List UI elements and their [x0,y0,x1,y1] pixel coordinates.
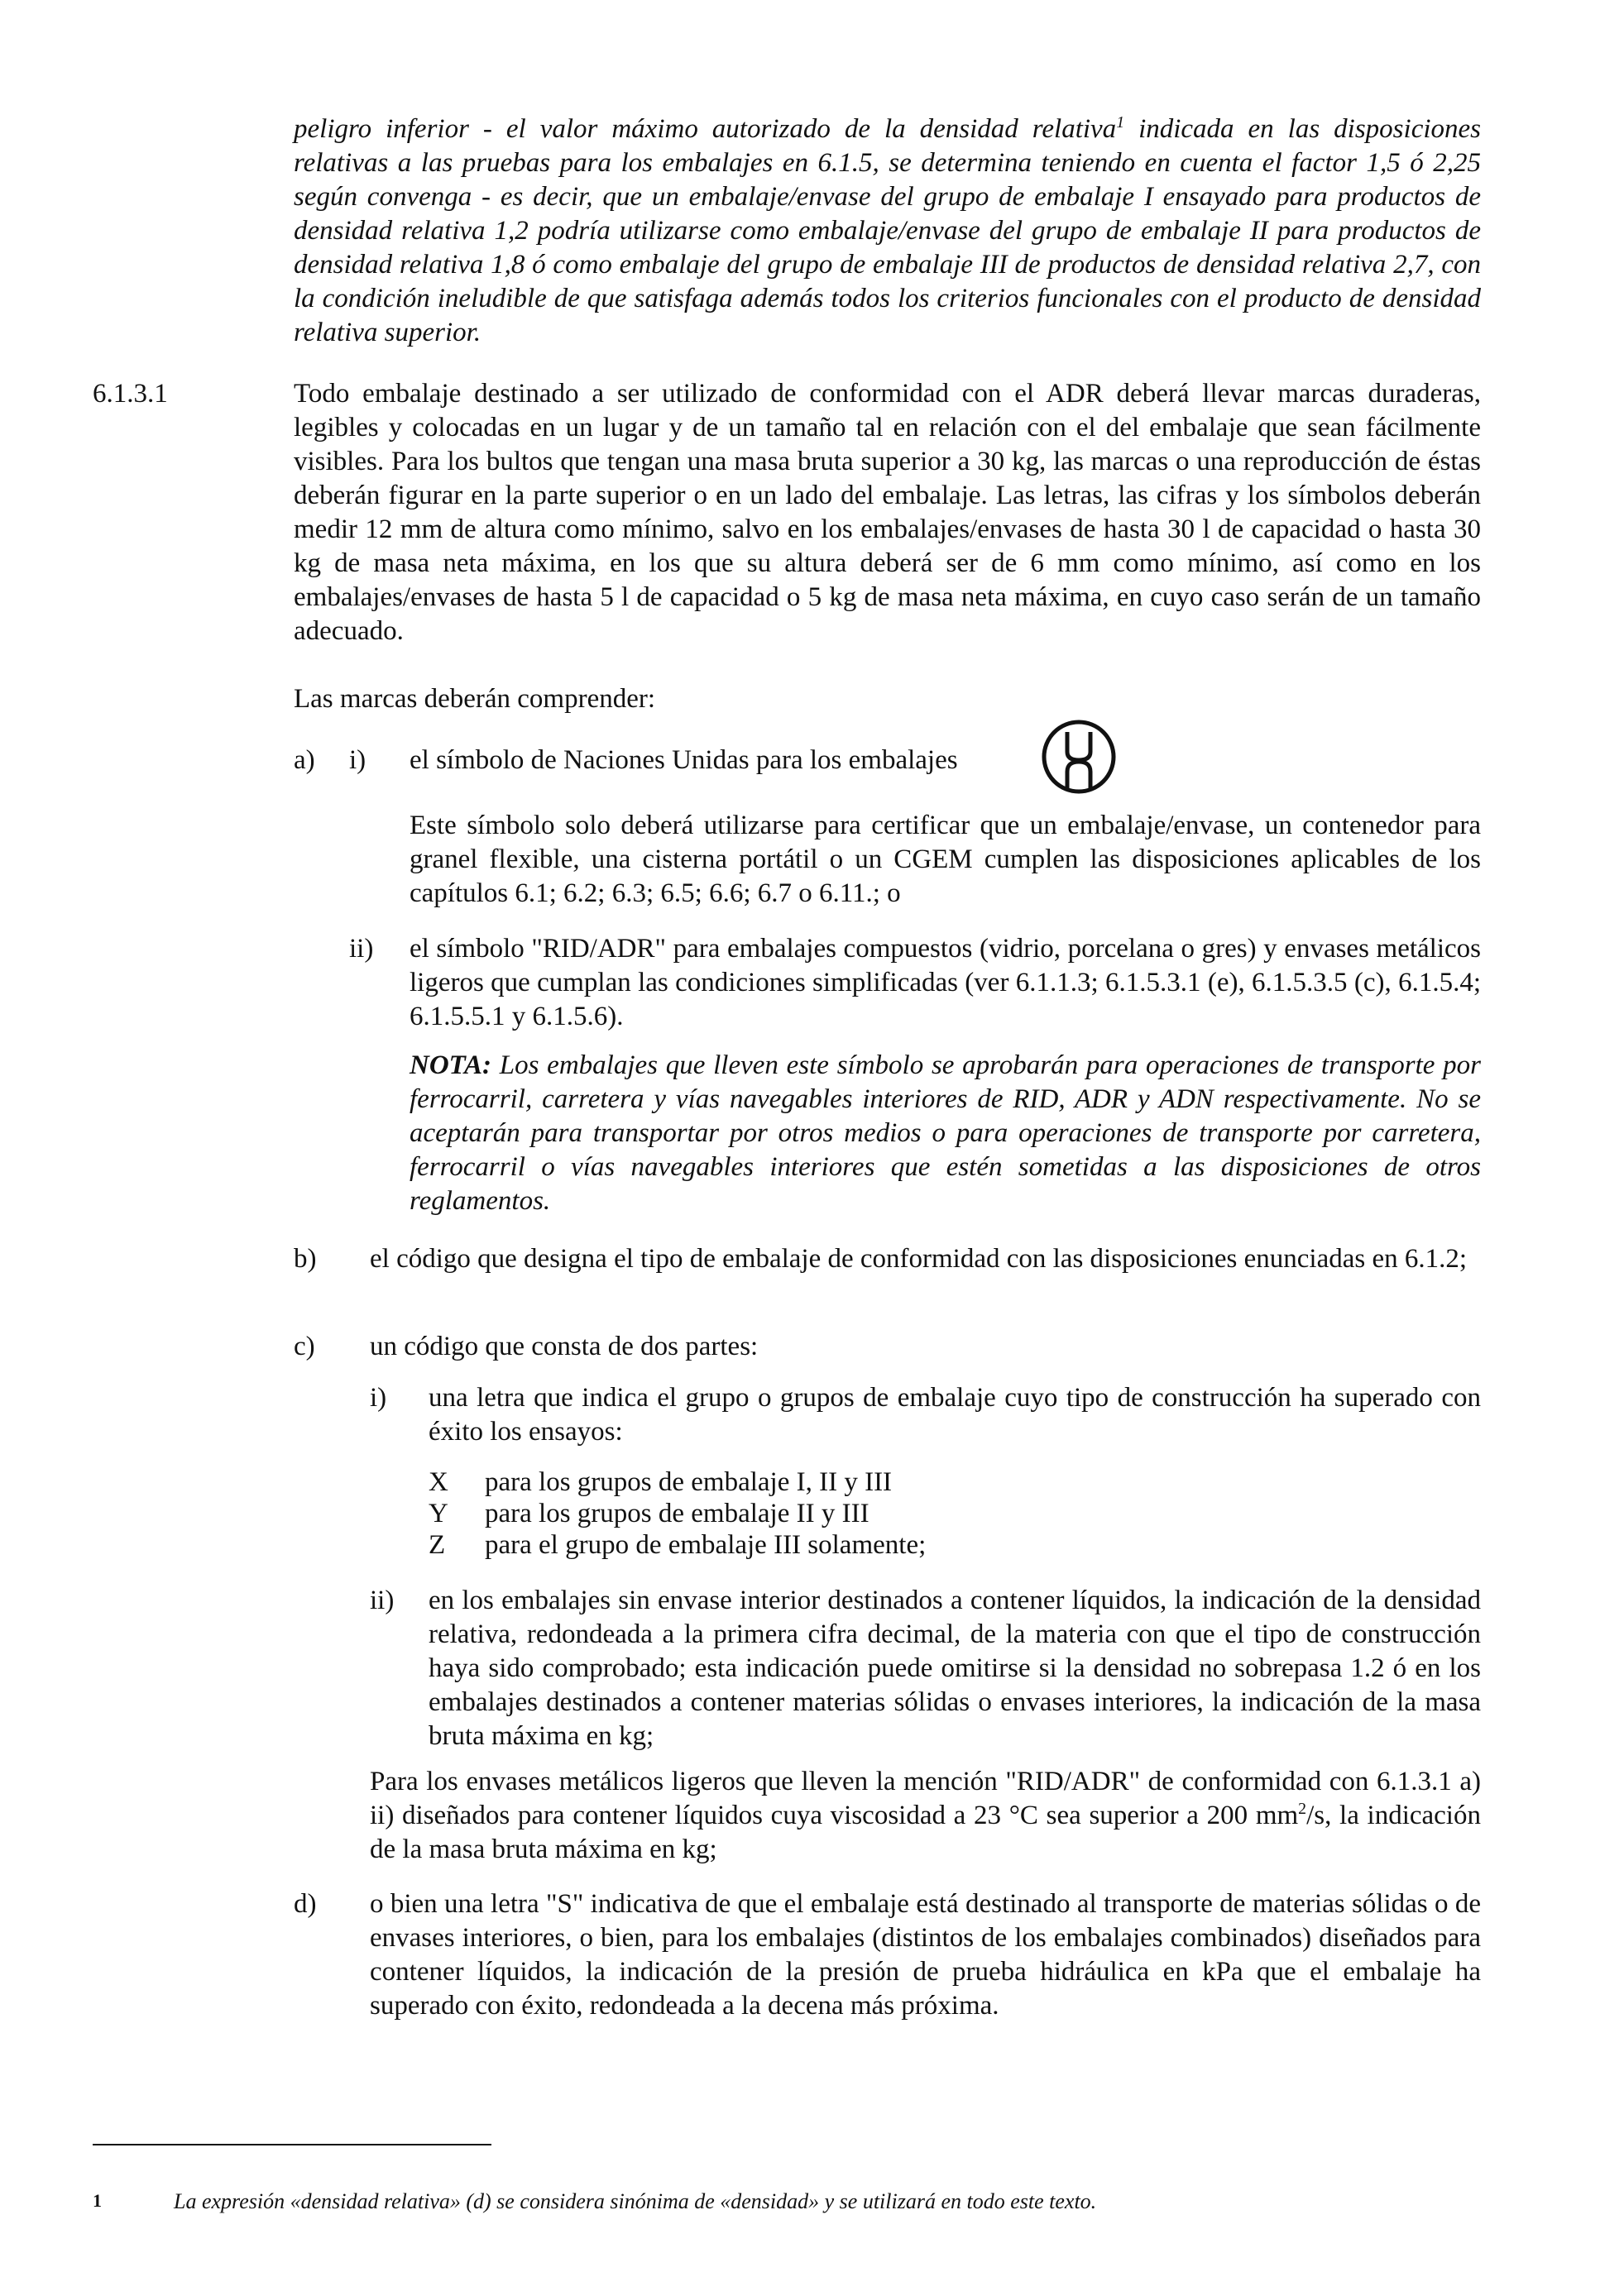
item-c-ii-label: ii) [370,1586,395,1615]
item-d-label: d) [294,1889,317,1919]
item-c-label: c) [294,1332,315,1361]
superscript-2: 2 [1298,1800,1307,1818]
note-label: NOTA: [410,1050,491,1080]
item-a-ii-label: ii) [349,934,374,964]
item-c-i-label: i) [370,1383,387,1413]
item-a-ii-text: el símbolo "RID/ADR" para embalajes compuestos (vidrio, porcelana o gres) y envases metálicos ligeros que cumplan las condiciones simplificadas (ver 6.1.1.3; 6.1.5.3.1 (e), 6.1.5.3.5 (c), 6.1.5.4; 6.1.5.5.1 y 6.1.5.6). [410,934,1481,1031]
code-letter: Y [429,1499,448,1528]
item-c-text: un código que consta de dos partes: [370,1332,759,1361]
note-text: Los embalajes que lleven este símbolo se aprobarán para operaciones de transporte por ferrocarril, carretera y vías navegables interiores de RID, ADR y ADN respectivamente. No se aceptarán para transportar por otros medios o para operaciones de transporte por carretera, ferrocarril o vías navegables interiores que estén sometidas a las disposiciones de otros reglamentos. [410,1050,1481,1216]
section-body: Todo embalaje destinado a ser utilizado de conformidad con el ADR deberá llevar marcas duraderas, legibles y colocadas en un lugar y de un tamaño tal en relación con el del embalaje que sean fácilmente visibles. Para los bultos que tengan una masa bruta superior a 30 kg, las marcas o una reproducción de éstas deberán figurar en la parte superior o en un lado del embalaje. Las letras, las cifras y los símbolos deberán medir 12 mm de altura como mínimo, salvo en los embalajes/envases de hasta 30 l de capacidad o hasta 30 kg de masa neta máxima, en los que su altura deberá ser de 6 mm como mínimo, así como en los embalajes/envases de hasta 5 l de capacidad o 5 kg de masa neta máxima, en cuyo caso serán de un tamaño adecuado. [294,379,1481,646]
item-a-i-detail: Este símbolo solo deberá utilizarse para certificar que un embalaje/envase, un contenedor para granel flexible, una cisterna portátil o un CGEM cumplen las disposiciones aplicables de los capítulos 6.1; 6.2; 6.3; 6.5; 6.6; 6.7 o 6.11.; o [410,811,1481,908]
code-letter: Z [429,1530,446,1560]
code-letter: X [429,1467,448,1497]
note-paragraph [410,1049,1481,1218]
code-description: para los grupos de embalaje II y III [485,1499,869,1528]
item-a-i-label: i) [349,745,366,775]
code-description: para los grupos de embalaje I, II y III [485,1467,893,1497]
un-packaging-symbol-icon [1041,719,1117,795]
intro-paragraph [294,112,1481,350]
item-b-label: b) [294,1244,317,1274]
intro-text-start: peligro inferior - el valor máximo autorizado de la densidad relativa [294,114,1117,144]
metal-text-start: Para los envases metálicos ligeros que lleven la mención "RID/ADR" de conformidad con 6.1.3.1 a) ii) diseñados para contener líquidos cuya viscosidad a 23 °C sea superior a 200 mm [370,1767,1481,1830]
item-c-i-text: una letra que indica el grupo o grupos de embalaje cuyo tipo de construcción ha superado con éxito los ensayos: [429,1383,1481,1447]
item-a-label: a) [294,745,315,775]
footnote-reference: 1 [1116,113,1125,132]
metal-text-end: /s, la indicación de la masa bruta máxima en kg; [370,1801,1481,1864]
footnote-divider [93,2144,491,2145]
footnote-mark: 1 [93,2190,102,2211]
item-a-i-text: el símbolo de Naciones Unidas para los embalajes [410,745,958,775]
code-description: para el grupo de embalaje III solamente; [485,1530,927,1560]
marks-intro: Las marcas deberán comprender: [294,684,656,714]
section-number: 6.1.3.1 [93,379,168,409]
item-c-ii-text: en los embalajes sin envase interior destinados a contener líquidos, la indicación de la densidad relativa, redondeada a la primera cifra decimal, de la materia con que el tipo de construcción haya sido comprobado; esta indicación puede omitirse si la densidad no sobrepasa 1.2 ó en los embalajes destinados a contener materias sólidas o envases interiores, la indicación de la masa bruta máxima en kg; [429,1586,1481,1751]
item-b-text: el código que designa el tipo de embalaje de conformidad con las disposiciones enunciadas en 6.1.2; [370,1244,1468,1274]
metal-packaging-paragraph [370,1765,1481,1867]
item-d-text: o bien una letra "S" indicativa de que el embalaje está destinado al transporte de materias sólidas o de envases interiores, o bien, para los embalajes (distintos de los embalajes combinados) diseñados para contener líquidos, la indicación de la presión de prueba hidráulica en kPa que el embalaje ha superado con éxito, redondeada a la decena más próxima. [370,1889,1481,2021]
intro-text-end: indicada en las disposiciones relativas a las pruebas para los embalajes en 6.1.5, se determina teniendo en cuenta el factor 1,5 ó 2,25 según convenga - es decir, que un embalaje/envase del grupo de embalaje I ensayado para productos de densidad relativa 1,2 podría utilizarse como embalaje/envase del grupo de embalaje II para productos de densidad relativa 1,8 ó como embalaje del grupo de embalaje III de productos de densidad relativa 2,7, con la condición ineludible de que satisfaga además todos los criterios funcionales con el producto de densidad relativa superior. [294,114,1482,347]
footnote-text: La expresión «densidad relativa» (d) se considera sinónima de «densidad» y se utilizará en todo este texto. [174,2189,1097,2213]
